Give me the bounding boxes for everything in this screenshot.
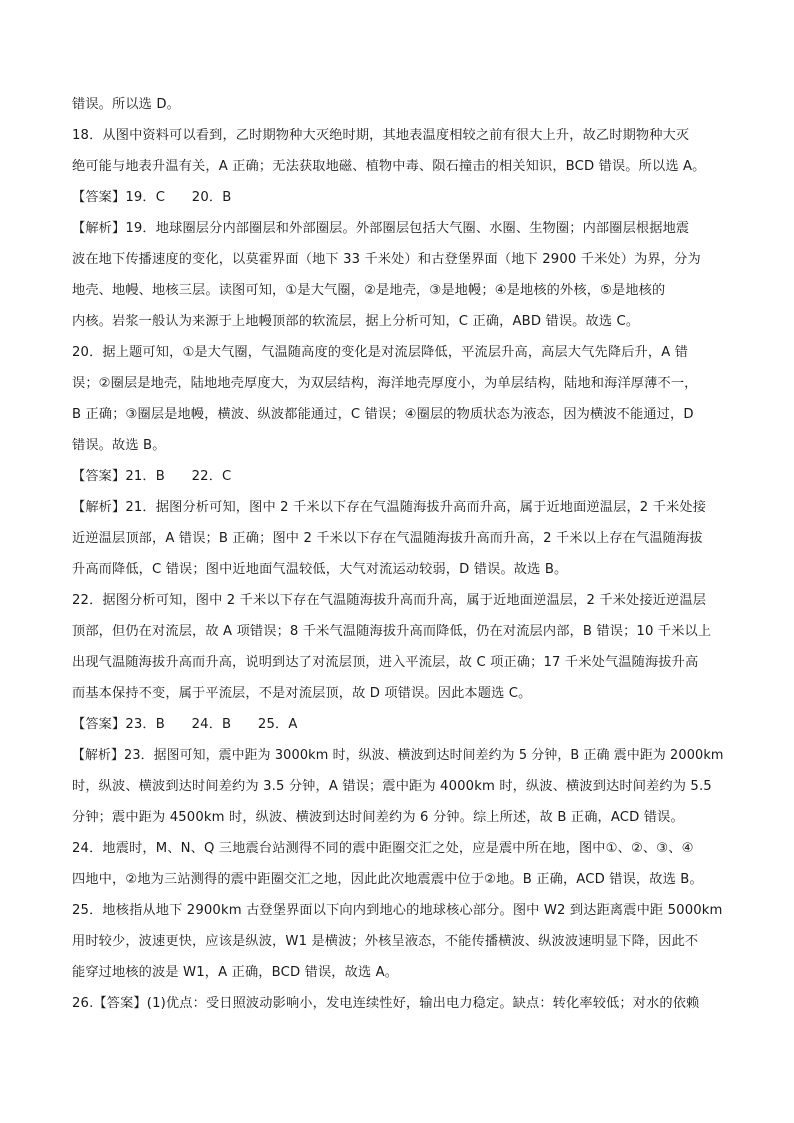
text-line: 近逆温层顶部，A 错误；B 正确；图中 2 千米以下存在气温随海拔升高而升高，2 千米以上存在气温随海拔 — [72, 531, 703, 546]
text-line: 【答案】19．C 20．B — [72, 190, 232, 205]
text-line: 内核。岩浆一般认为来源于上地幔顶部的软流层，据上分析可知，C 正确，ABD 错误。故选 C。 — [72, 314, 640, 329]
text-line: 【解析】23．据图可知，震中距为 3000km 时，纵波、横波到达时间差约为 5 分钟，B 正确 震中距为 2000km — [72, 748, 724, 763]
text-line: 26.【答案】(1)优点：受日照波动影响小，发电连续性好，输出电力稳定。缺点：转化率较低；对水的依赖 — [72, 996, 700, 1011]
text-line: B 正确；③圈层是地幔，横波、纵波都能通过，C 错误；④圈层的物质状态为液态，因为横波不能通过，D — [72, 407, 694, 422]
text-line: 升高而降低，C 错误；图中近地面气温较低，大气对流运动较弱，D 错误。故选 B。 — [72, 562, 568, 577]
text-line: 【解析】19．地球圈层分内部圈层和外部圈层。外部圈层包括大气圈、水圈、生物圈；内部圈层根据地震 — [72, 221, 690, 236]
text-line: 波在地下传播速度的变化，以莫霍界面（地下 33 千米处）和古登堡界面（地下 2900 千米处）为界，分为 — [72, 252, 701, 267]
text-line: 能穿过地核的波是 W1，A 正确，BCD 错误，故选 A。 — [72, 965, 399, 980]
text-line: 【答案】21．B 22．C — [72, 469, 232, 484]
text-line: 出现气温随海拔升高而升高，说明到达了对流层顶，进入平流层，故 C 项正确；17 千米处气温随海拔升高 — [72, 655, 699, 670]
text-line: 误；②圈层是地壳，陆地地壳厚度大，为双层结构，海洋地壳厚度小，为单层结构，陆地和海洋厚薄不一， — [72, 376, 698, 391]
text-line: 25．地核指从地下 2900km 古登堡界面以下向内到地心的地球核心部分。图中 W2 到达距离震中距 5000km — [72, 903, 723, 918]
text-line: 20．据上题可知，①是大气圈，气温随高度的变化是对流层降低，平流层升高，高层大气先降后升，A 错 — [72, 345, 689, 360]
text-line: 【答案】23．B 24．B 25．A — [72, 717, 298, 732]
text-line: 【解析】21．据图分析可知，图中 2 千米以下存在气温随海拔升高而升高，属于近地面逆温层，2 千米处接 — [72, 500, 707, 515]
text-line: 错误。所以选 D。 — [72, 97, 181, 112]
text-line: 18．从图中资料可以看到，乙时期物种大灭绝时期，其地表温度相较之前有很大上升，故乙时期物种大灭 — [72, 128, 690, 143]
text-line: 22．据图分析可知，图中 2 千米以下存在气温随海拔升高而升高，属于近地面逆温层，2 千米处接近逆温层 — [72, 593, 707, 608]
text-line: 错误。故选 B。 — [72, 438, 166, 453]
text-line: 用时较少，波速更快，应该是纵波，W1 是横波；外核呈液态，不能传播横波、纵波波速明显下降，因此不 — [72, 934, 699, 949]
text-line: 而基本保持不变，属于平流层，不是对流层顶，故 D 项错误。因此本题选 C。 — [72, 686, 532, 701]
text-line: 绝可能与地表升温有关，A 正确；无法获取地磁、植物中毒、陨石撞击的相关知识，BCD 错误。所以选 A。 — [72, 159, 706, 174]
text-line: 24．地震时，M、N、Q 三地震台站测得不同的震中距圈交汇之处，应是震中所在地，图中①、②、③、④ — [72, 841, 694, 856]
text-line: 地壳、地幔、地核三层。读图可知，①是大气圈，②是地壳，③是地幔；④是地核的外核，⑤是地核的 — [72, 283, 666, 298]
text-line: 分钟；震中距为 4500km 时，纵波、横波到达时间差约为 6 分钟。综上所述，故 B 正确，ACD 错误。 — [72, 810, 684, 825]
text-line: 顶部，但仍在对流层，故 A 项错误；8 千米气温随海拔升高而降低，仍在对流层内部，B 错误；10 千米以上 — [72, 624, 712, 639]
text-line: 时，纵波、横波到达时间差约为 3.5 分钟，A 错误；震中距为 4000km 时，纵波、横波到达时间差约为 5.5 — [72, 779, 712, 794]
text-line: 四地中，②地为三站测得的震中距圈交汇之地，因此此次地震震中位于②地。B 正确，ACD 错误，故选 B。 — [72, 872, 703, 887]
